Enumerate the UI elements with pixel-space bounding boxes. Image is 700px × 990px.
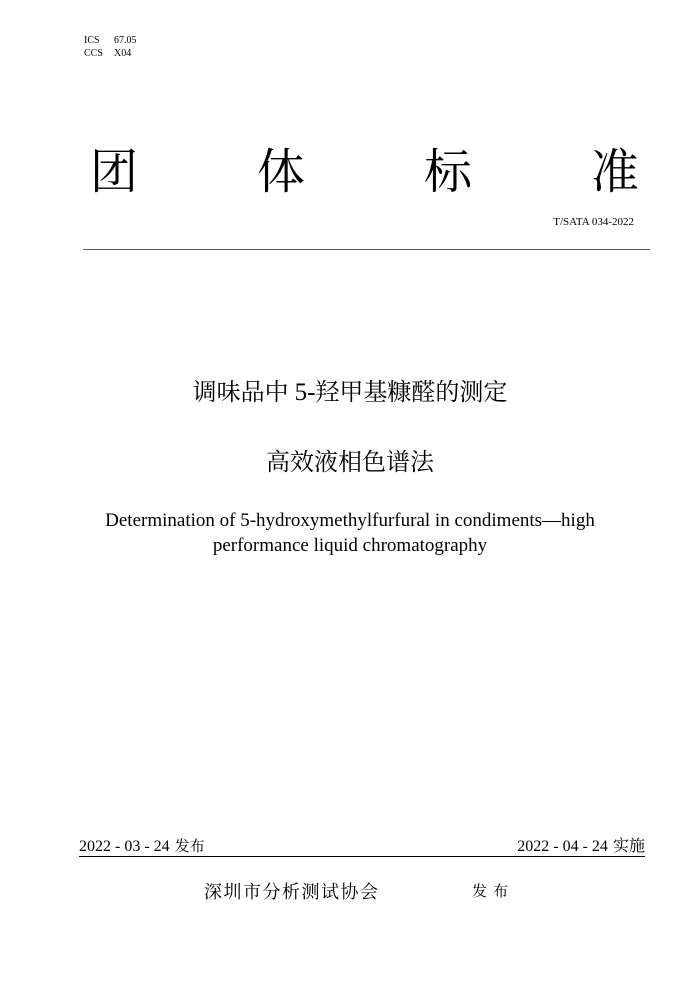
- footer-rule: [79, 856, 645, 857]
- issue-date: 2022 - 03 - 24: [79, 838, 170, 855]
- title-cn-suffix: 羟甲基糠醛的测定: [315, 378, 508, 406]
- effective-date-line: [517, 836, 645, 857]
- title-cn-line1: [0, 372, 700, 407]
- title-cn-number: 5-: [294, 379, 316, 406]
- title-cn-prefix: 调味品中: [192, 378, 289, 406]
- ccs-value: X04: [114, 48, 132, 59]
- heading-char-2: 体: [257, 144, 306, 200]
- ccs-label: CCS: [84, 48, 103, 59]
- ccs-code: [84, 48, 131, 60]
- effective-date: 2022 - 04 - 24: [517, 838, 608, 855]
- title-en-line1: Determination of 5-hydroxymethylfurfural in condiments—high: [105, 510, 595, 531]
- header-rule: [83, 249, 650, 250]
- issue-label: 发布: [174, 837, 205, 855]
- title-en-line2: performance liquid chromatography: [212, 535, 488, 556]
- document-number: T/SATA 034-2022: [553, 216, 634, 228]
- title-cn-line2: 高效液相色谱法: [266, 448, 434, 476]
- ics-code: [84, 35, 137, 47]
- issue-date-line: [79, 836, 205, 857]
- heading-char-4: 准: [591, 144, 640, 200]
- heading-char-1: 团: [90, 144, 139, 200]
- ics-label: ICS: [84, 35, 100, 46]
- publisher-suffix: 发布: [472, 882, 515, 900]
- effective-label: 实施: [612, 836, 645, 855]
- publisher-name: 深圳市分析测试协会: [204, 882, 380, 903]
- ics-value: 67.05: [114, 35, 137, 46]
- heading-char-3: 标: [424, 144, 473, 200]
- title-en: [0, 508, 700, 558]
